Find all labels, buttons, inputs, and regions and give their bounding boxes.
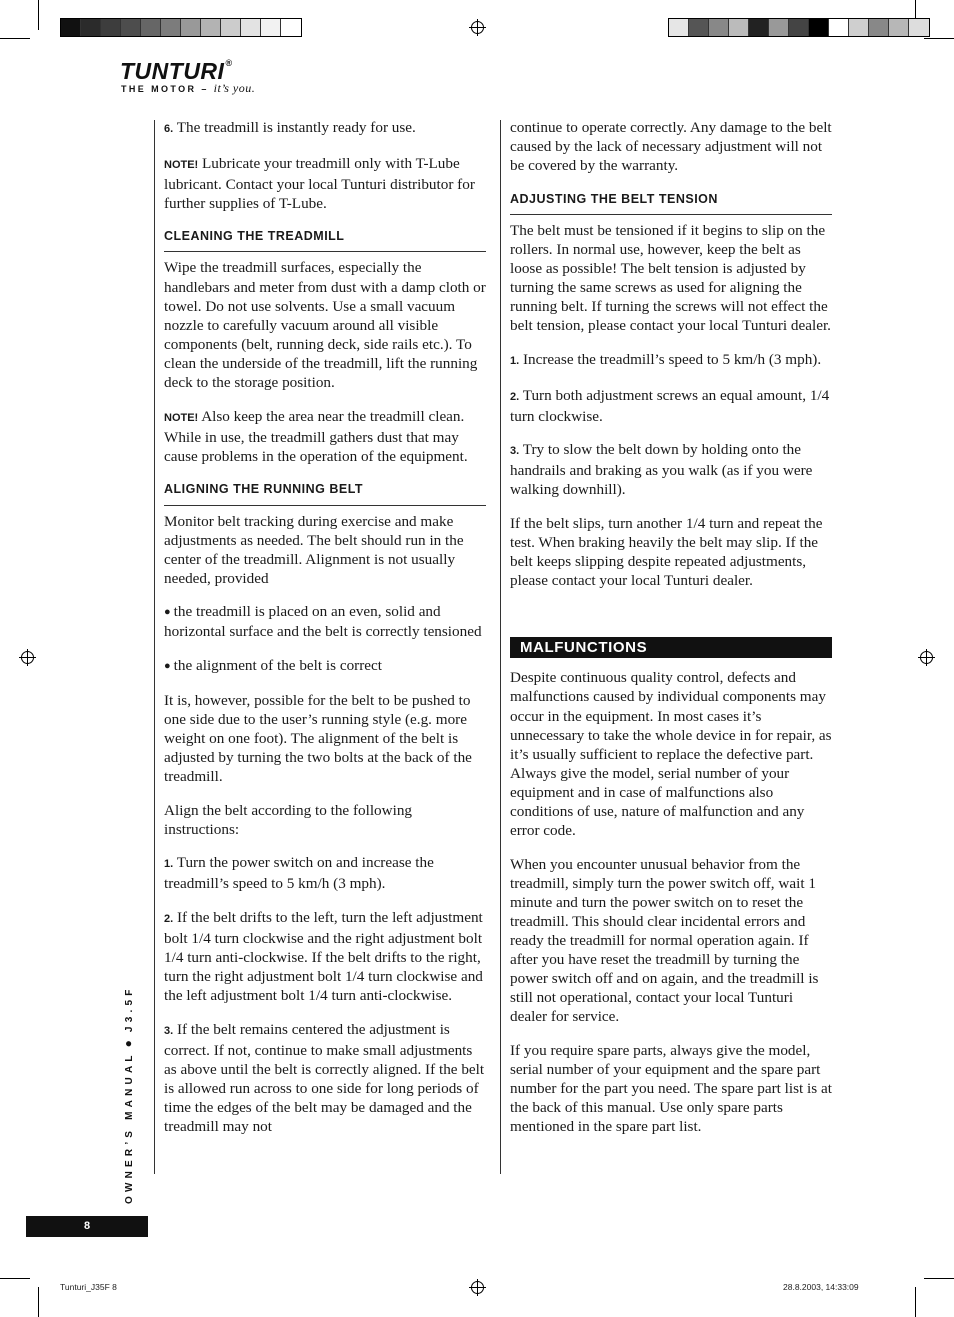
step-item bbox=[510, 386, 832, 426]
step-text: If the belt drifts to the left, turn the left adjustment bolt 1/4 turn clockwise and the right adjustment bolt 1/4 turn anti-clockwise. If the belt drifts to the right, turn the right adjustment bolt 1/4 turn clockwise and the left adjustment bolt 1/4 turn anti-clockwise. bbox=[164, 909, 483, 1005]
paragraph: Despite continuous quality control, defects and malfunctions caused by individual components may occur in the equipment. In most cases it’s unnecessary to take the whole device in for repair, as it’s usually sufficient to replace the defective part. Always give the model, serial number of your equipment and in case of malfunctions also conditions of use, nature of malfunction and any error code. bbox=[510, 669, 832, 840]
step-item bbox=[164, 1020, 486, 1137]
color-swatch bbox=[181, 19, 201, 36]
paragraph-text: Also keep the area near the treadmill clean. While in use, the treadmill gathers dust that may cause problems in the operation of the equipment. bbox=[164, 407, 468, 465]
step-text: Turn both adjustment screws an equal amount, 1/4 turn clockwise. bbox=[510, 386, 830, 425]
step-item bbox=[164, 908, 486, 1005]
color-swatch bbox=[669, 19, 689, 36]
registration-target-icon bbox=[920, 651, 933, 664]
registration-target-icon bbox=[471, 21, 484, 34]
color-swatch bbox=[141, 19, 161, 36]
paragraph: If the belt slips, turn another 1/4 turn and repeat the test. When braking heavily the belt may slip. If the belt keeps slipping despite repeated adjustments, please contact your local Tunturi dealer. bbox=[510, 515, 823, 590]
step-item bbox=[164, 853, 486, 893]
model-code: J3.5F bbox=[124, 985, 135, 1033]
crop-mark bbox=[0, 1278, 30, 1279]
color-swatch bbox=[689, 19, 709, 36]
note-label: NOTE! bbox=[164, 411, 199, 424]
paragraph-text: Lubricate your treadmill only with T-Lube lubricant. Contact your local Tunturi distributor for further supplies of T-Lube. bbox=[164, 154, 475, 212]
color-calibration-bar bbox=[668, 18, 930, 37]
color-swatch bbox=[809, 19, 829, 36]
color-swatch bbox=[161, 19, 181, 36]
color-swatch bbox=[749, 19, 769, 36]
crop-mark bbox=[915, 1287, 916, 1317]
color-swatch bbox=[769, 19, 789, 36]
color-swatch bbox=[221, 19, 241, 36]
column-divider bbox=[500, 120, 501, 1174]
step-text: If the belt remains centered the adjustment is correct. If not, continue to make small adjustments as above until the belt is correctly aligned. If the belt is allowed run across to one side for long periods of time the edges of the belt may be damaged and the treadmill may not bbox=[164, 1020, 485, 1136]
color-swatch bbox=[261, 19, 281, 36]
paragraph: If you require spare parts, always give the model, serial number of your equipment and the spare part number for the part you need. The spare part list is at the back of this manual. Use only spare parts mentioned in the spare part list. bbox=[510, 1042, 832, 1136]
owners-manual-sidebar-label bbox=[121, 985, 135, 1204]
color-swatch bbox=[909, 19, 929, 36]
color-swatch bbox=[869, 19, 889, 36]
registration-target-icon bbox=[21, 651, 34, 664]
logo-text: TUNTURI bbox=[120, 58, 225, 84]
crop-mark bbox=[38, 0, 39, 30]
color-swatch bbox=[201, 19, 221, 36]
step-text: Turn the power switch on and increase the treadmill’s speed to 5 km/h (3 mph). bbox=[164, 854, 434, 893]
note-label: NOTE! bbox=[164, 158, 199, 171]
tagline-caps: THE MOTOR – bbox=[121, 84, 214, 94]
tagline-italic: it’s you. bbox=[213, 81, 256, 95]
color-swatch bbox=[241, 19, 261, 36]
paragraph: Align the belt according to the following instructions: bbox=[164, 801, 413, 838]
crop-mark bbox=[924, 38, 954, 39]
crop-mark bbox=[0, 38, 30, 39]
color-swatch bbox=[101, 19, 121, 36]
step-text: Increase the treadmill’s speed to 5 km/h (3 mph). bbox=[519, 350, 822, 368]
color-swatch bbox=[709, 19, 729, 36]
paragraph: The belt must be tensioned if it begins to slip on the rollers. In normal use, however, keep the belt as loose as possible! The belt tension is adjusted by turning the same screws as used for aligning the running belt. If turning the screws will not effect the belt tension, please contact your local Tunturi dealer. bbox=[510, 221, 831, 335]
section-heading-cleaning: CLEANING THE TREADMILL bbox=[164, 227, 486, 252]
footer-timestamp: 28.8.2003, 14:33:09 bbox=[783, 1282, 859, 1292]
color-swatch bbox=[889, 19, 909, 36]
crop-mark bbox=[38, 1287, 39, 1317]
color-swatch bbox=[281, 19, 301, 36]
paragraph: continue to operate correctly. Any damage to the belt caused by the lack of necessary adjustment will not be covered by the warranty. bbox=[510, 119, 832, 175]
bullet-item: ● the treadmill is placed on an even, solid and horizontal surface and the belt is correctly tensioned bbox=[164, 602, 486, 641]
color-swatch bbox=[789, 19, 809, 36]
color-swatch bbox=[61, 19, 81, 36]
step-item bbox=[510, 350, 832, 371]
left-column bbox=[164, 118, 486, 1151]
step-number: 1. bbox=[510, 354, 520, 367]
color-swatch bbox=[121, 19, 141, 36]
left-margin-rule bbox=[154, 120, 155, 1174]
step-number: 6. bbox=[164, 123, 174, 135]
step-number: 3. bbox=[164, 1024, 174, 1037]
page-number: 8 bbox=[26, 1216, 148, 1237]
paragraph: Wipe the treadmill surfaces, especially the handlebars and meter from dust with a damp cloth or towel. Do not use solvents. Use a small vacuum nozzle to carefully vacuum around all visible components (belt, running deck, side rails etc.). To clean the underside of the treadmill, lift the running deck to the storage position. bbox=[164, 259, 486, 392]
color-calibration-bar bbox=[60, 18, 302, 37]
step-number: 2. bbox=[510, 390, 520, 403]
note-paragraph bbox=[164, 407, 486, 466]
step-number: 2. bbox=[164, 913, 174, 925]
color-swatch bbox=[81, 19, 101, 36]
manual-label: OWNER’S MANUAL bbox=[124, 1051, 135, 1204]
registered-mark: ® bbox=[225, 58, 233, 68]
color-swatch bbox=[829, 19, 849, 36]
registration-target-icon bbox=[471, 1281, 484, 1294]
bullet-item: ● the alignment of the belt is correct bbox=[164, 656, 486, 676]
paragraph: It is, however, possible for the belt to be pushed to one side due to the user’s running style (e.g. more weight on one foot). The alignment of the belt is adjusted by turning the two bolts at the back of the treadmill. bbox=[164, 691, 472, 786]
right-column bbox=[510, 118, 832, 1151]
paragraph: When you encounter unusual behavior from the treadmill, simply turn the power switch off, wait 1 minute and turn the power switch on to reset the treadmill. This should clear incidental errors and ready the treadmill for normal operation again. If after you have reset the treadmill by turning the power switch off and on again, and the treadmill is still not operational, contact your local Tunturi dealer for service. bbox=[510, 855, 819, 1026]
bullet-dot-icon: ● bbox=[121, 1040, 135, 1048]
color-swatch bbox=[729, 19, 749, 36]
section-heading-belt-tension: ADJUSTING THE BELT TENSION bbox=[510, 190, 832, 215]
note-paragraph bbox=[164, 154, 486, 213]
step-text: Try to slow the belt down by holding onto the handrails and braking as you walk (as if you were walking downhill). bbox=[510, 441, 813, 499]
step-item bbox=[510, 440, 832, 499]
step-number: 1. bbox=[164, 858, 174, 871]
color-swatch bbox=[849, 19, 869, 36]
logo-tagline bbox=[121, 81, 255, 96]
section-banner-malfunctions: MALFUNCTIONS bbox=[510, 637, 832, 658]
step-number: 3. bbox=[510, 445, 520, 458]
paragraph bbox=[164, 118, 486, 139]
section-heading-aligning: ALIGNING THE RUNNING BELT bbox=[164, 480, 486, 505]
footer-file-label: Tunturi_J35F 8 bbox=[60, 1282, 117, 1292]
crop-mark bbox=[924, 1278, 954, 1279]
paragraph-text: The treadmill is instantly ready for use. bbox=[173, 119, 416, 136]
paragraph: Monitor belt tracking during exercise and make adjustments as needed. The belt should run in the center of the treadmill. Alignment is not usually needed, provided bbox=[164, 512, 464, 587]
